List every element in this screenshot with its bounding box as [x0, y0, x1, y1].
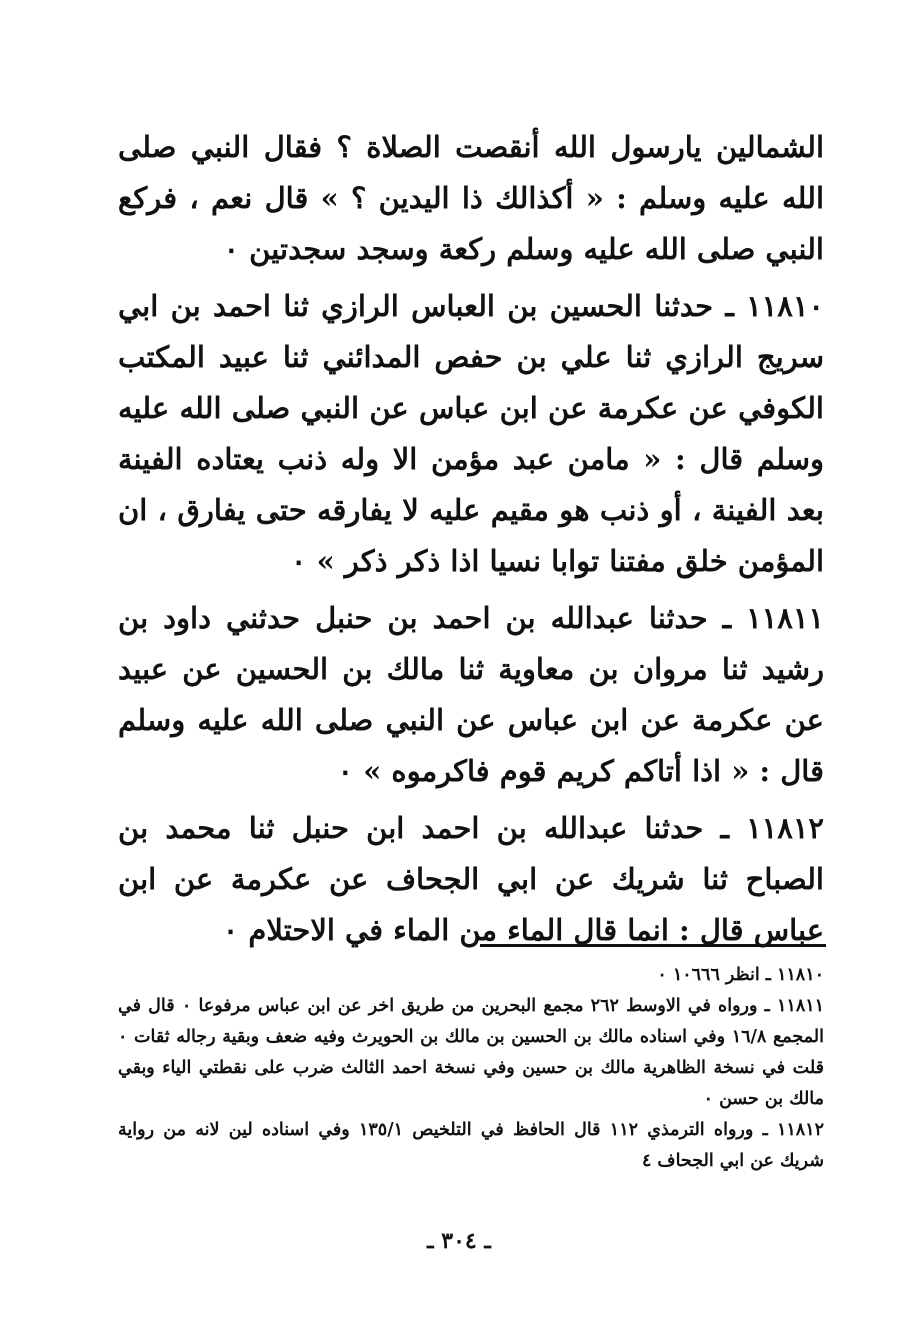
page-number: ـ ٣٠٤ ـ	[427, 1228, 491, 1254]
hadith-11811: ١١٨١١ ـ حدثنا عبدالله بن احمد بن حنبل حدثني داود بن رشيد ثنا مروان بن معاوية ثنا مالك بن الحسين عن عبيد عن عكرمة عن ابن عباس عن النبي صلى الله عليه وسلم قال : « اذا أتاكم كريم قوم فاكرموه » ٠	[118, 601, 824, 788]
footnote-11810: ١١٨١٠ ـ انظر ١٠٦٦٦ ٠	[657, 965, 824, 985]
footnote-11812: ١١٨١٢ ـ ورواه الترمذي ١١٢ قال الحافظ في التلخيص ١٣٥/١ وفي اسناده لين لانه من رواية شريك عن ابي الجحاف ٤	[118, 1120, 824, 1171]
hadith-11810: ١١٨١٠ ـ حدثنا الحسين بن العباس الرازي ثنا احمد بن ابي سريج الرازي ثنا علي بن حفص المدائني ثنا عبيد المكتب الكوفي عن عكرمة عن ابن عباس عن النبي صلى الله عليه وسلم قال : « مامن عبد مؤمن الا وله ذنب يعتاده الفينة بعد الفينة ، أو ذنب هو مقيم عليه لا يفارقه حتى يفارق ، ان المؤمن خلق مفتنا توابا نسيا اذا ذكر ذكر » ٠	[118, 289, 824, 578]
footnote-divider	[480, 944, 826, 947]
main-text	[118, 122, 824, 962]
footnote-11811: ١١٨١١ ـ ورواه في الاوسط ٢٦٢ مجمع البحرين من طريق اخر عن ابن عباس مرفوعا ٠ قال في المجمع ١٦/٨ وفي اسناده مالك بن الحسين بن مالك بن الحويرث وفيه ضعف وبقية رجاله ثقات ٠ قلت في نسخة الظاهرية مالك بن حسين وفي نسخة احمد الثالث ضرب على نقطتي الياء وبقي مالك بن حسن ٠	[118, 996, 825, 1109]
continuation-paragraph: الشمالين يارسول الله أنقصت الصلاة ؟ فقال النبي صلى الله عليه وسلم : « أكذالك ذا اليدين ؟ » قال نعم ، فركع النبي صلى الله عليه وسلم ركعة وسجد سجدتين ٠	[118, 130, 824, 266]
footnotes	[118, 960, 824, 1177]
hadith-11812: ١١٨١٢ ـ حدثنا عبدالله بن احمد ابن حنبل ثنا محمد بن الصباح ثنا شريك عن ابي الجحاف عن عكرمة عن ابن عباس قال : انما قال الماء من الماء في الاحتلام ٠	[118, 811, 824, 947]
